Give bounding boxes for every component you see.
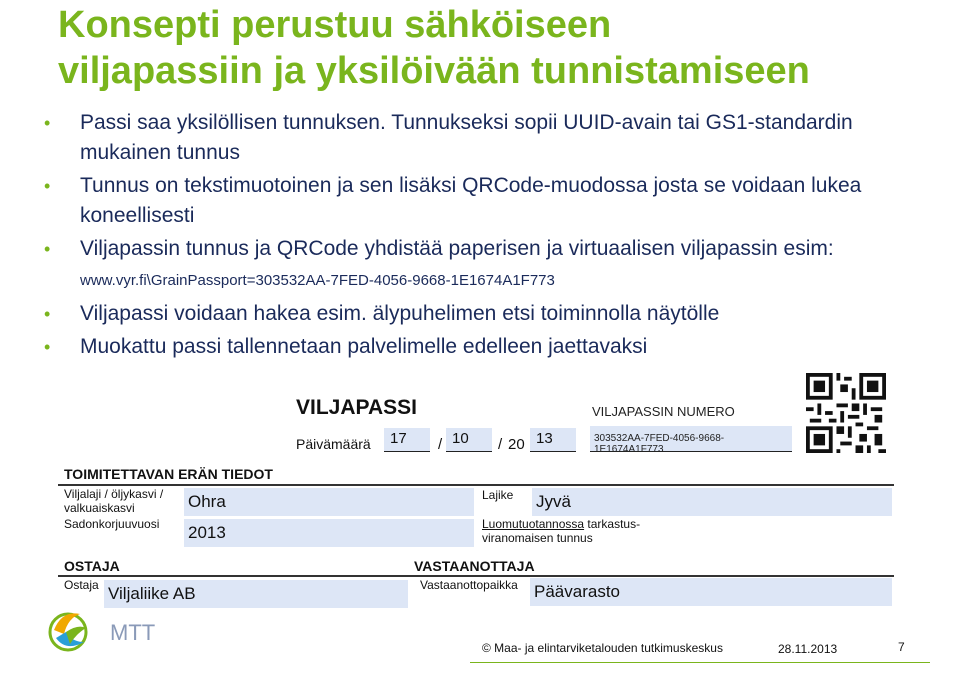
qr-code-icon <box>806 372 886 454</box>
bullet-item: • Tunnus on tekstimuotoinen ja sen lisäksi QRCode-muodossa josta se voidaan lukea koneellisesti <box>40 171 940 231</box>
harvest-year-label: Sadonkorjuuvuosi <box>64 517 160 531</box>
date-day-field[interactable]: 17 <box>384 428 430 452</box>
crop-field[interactable]: Ohra <box>184 488 474 516</box>
slide-title <box>58 2 948 94</box>
bullet-list <box>40 108 940 365</box>
slide-title-line2: viljapassiin ja yksilöivään tunnistamiseen <box>58 50 810 92</box>
passport-number-field[interactable]: 303532AA-7FED-4056-9668-1E1674A1F773 <box>590 426 792 452</box>
variety-label: Lajike <box>482 488 514 502</box>
date-month-field[interactable]: 10 <box>446 428 492 452</box>
date-separator: / <box>498 436 503 453</box>
passport-number-label: VILJAPASSIN NUMERO <box>592 404 735 419</box>
bullet-dot-icon: • <box>44 176 51 196</box>
date-year-prefix: 20 <box>508 436 525 453</box>
buyer-field[interactable]: Viljaliike AB <box>104 580 408 608</box>
bullet-dot-icon: • <box>44 337 51 357</box>
date-separator: / <box>438 436 443 453</box>
receiver-section-heading: VASTAANOTTAJA <box>414 558 535 574</box>
bullet-dot-icon: • <box>44 113 51 133</box>
grain-passport-form <box>56 372 896 612</box>
bullet-item: • Passi saa yksilöllisen tunnuksen. Tunnukseksi sopii UUID-avain tai GS1-standardin mukainen tunnus <box>40 108 940 168</box>
bullet-item: • Muokattu passi tallennetaan palvelimelle edelleen jaettavaksi <box>40 332 940 362</box>
footer-date: 28.11.2013 <box>778 642 838 656</box>
bullet-dot-icon: • <box>44 239 51 259</box>
logo-text: MTT <box>110 620 156 645</box>
bullet-item: • Viljapassi voidaan hakea esim. älypuhelimen etsi toiminnolla näytölle <box>40 299 940 329</box>
mtt-logo <box>46 604 186 660</box>
bullet-dot-icon: • <box>44 304 51 324</box>
bullet-item: • Viljapassin tunnus ja QRCode yhdistää paperisen ja virtuaalisen viljapassin esim: www.vyr.fi\GrainPassport=303532AA-7FED-4056-9668-1E1674A1F773 <box>40 234 940 296</box>
passport-url[interactable]: www.vyr.fi\GrainPassport=303532AA-7FED-4056-9668-1E1674A1F773 <box>80 272 555 289</box>
divider <box>58 575 894 577</box>
slide-title-line1: Konsepti perustuu sähköiseen <box>58 4 612 46</box>
footer-divider <box>470 662 930 663</box>
footer-copyright: © Maa- ja elintarviketalouden tutkimuskeskus <box>482 641 723 655</box>
buyer-section-heading: OSTAJA <box>64 558 120 574</box>
receiver-field[interactable]: Päävarasto <box>530 578 892 606</box>
organic-authority-label: Luomutuotannossa tarkastus-viranomaisen tunnus <box>482 517 641 545</box>
buyer-label: Ostaja <box>64 578 99 592</box>
passport-heading: VILJAPASSI <box>296 396 417 419</box>
harvest-year-field[interactable]: 2013 <box>184 519 474 547</box>
date-label: Päivämäärä <box>296 436 371 452</box>
variety-field[interactable]: Jyvä <box>532 488 892 516</box>
divider <box>58 484 894 486</box>
receiver-label: Vastaanottopaikka <box>420 578 518 592</box>
date-year-field[interactable]: 13 <box>530 428 576 452</box>
lot-section-heading: TOIMITETTAVAN ERÄN TIEDOT <box>64 466 273 482</box>
crop-label: Viljalaji / öljykasvi / valkuaiskasvi <box>64 487 164 515</box>
page-number: 7 <box>898 640 905 654</box>
